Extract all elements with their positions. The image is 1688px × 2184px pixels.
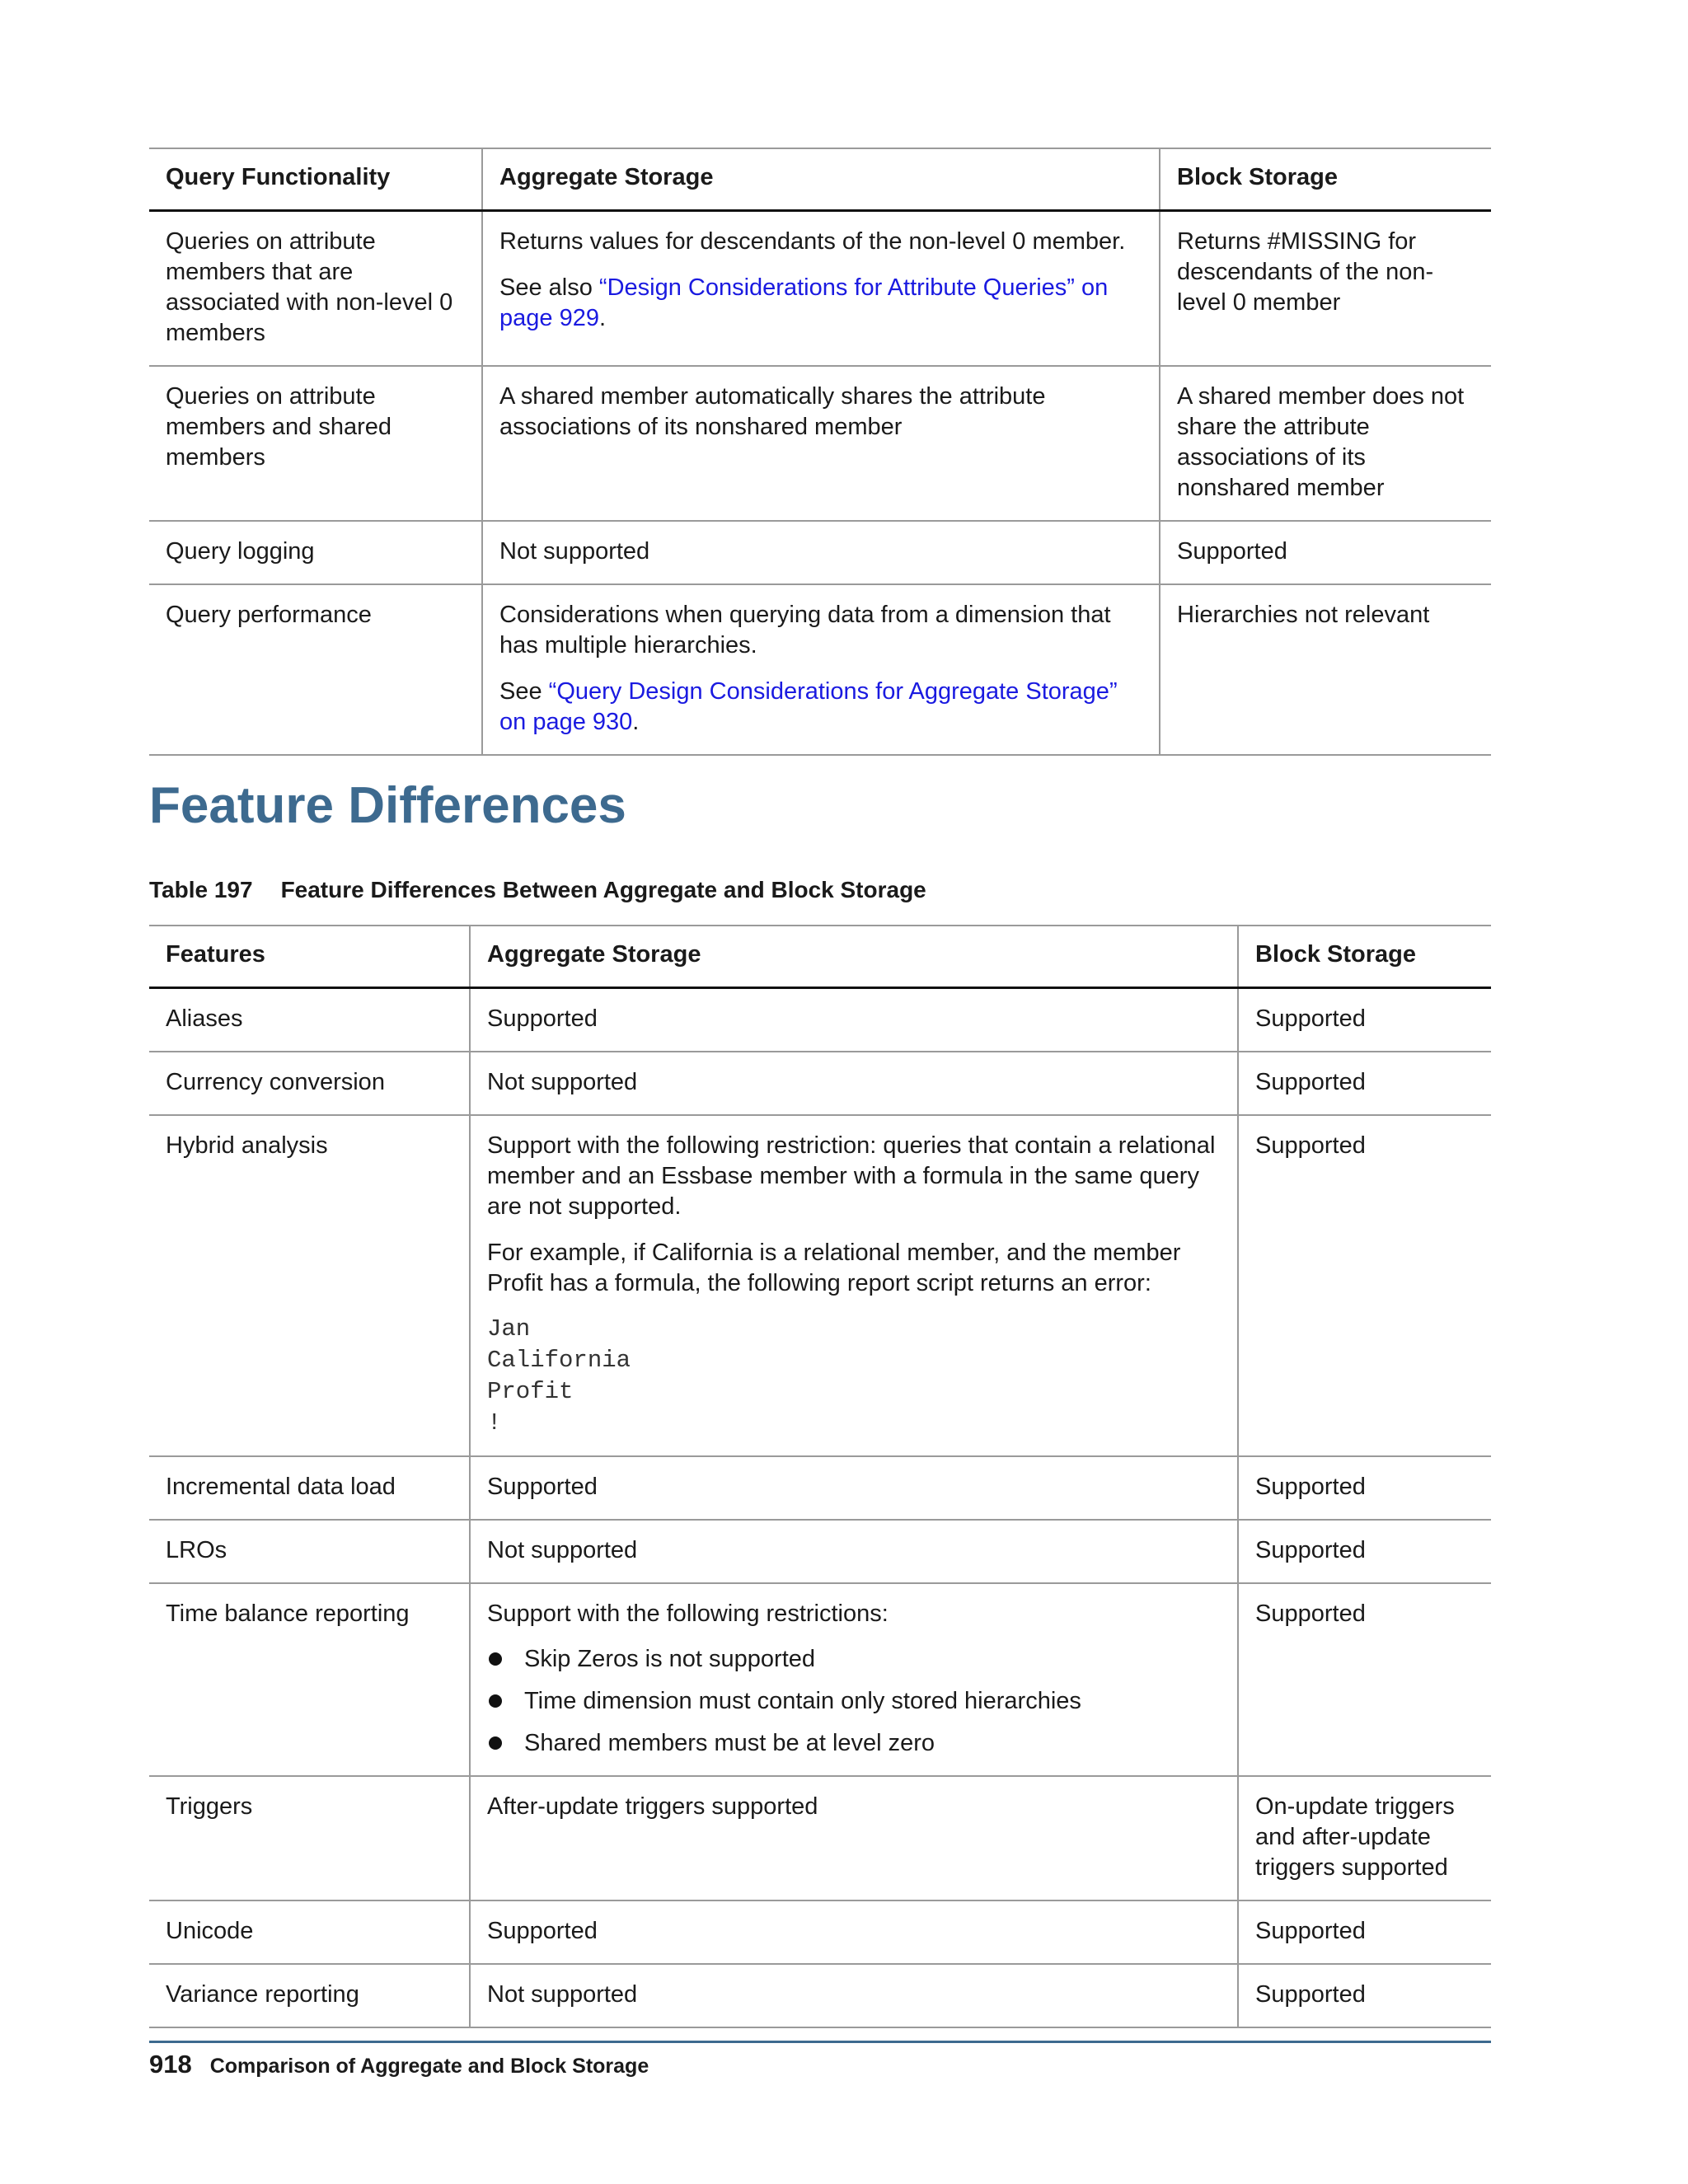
cell-text [499, 677, 1142, 738]
table-cell: Returns #MISSING for descendants of the non-level 0 member [1160, 211, 1491, 367]
cell-text: For example, if California is a relational member, and the member Profit has a formula, the following report script returns an error: [487, 1240, 1181, 1296]
cell-text: Considerations when querying data from a dimension that has multiple hierarchies. [499, 602, 1111, 658]
table-cell: Currency conversion [149, 1052, 470, 1115]
table-cell: Supported [1238, 1456, 1491, 1520]
column-header: Query Functionality [149, 148, 482, 211]
column-header: Aggregate Storage [470, 926, 1238, 988]
table-cell: A shared member automatically shares the attribute associations of its nonshared member [482, 366, 1160, 521]
table-cell: Supported [1238, 1900, 1491, 1964]
table-cell: Not supported [470, 1964, 1238, 2027]
table-row [149, 1456, 1491, 1520]
table-cell: Variance reporting [149, 1964, 470, 2027]
cross-reference-link[interactable]: “Design Considerations for Attribute Queries” on page 929 [499, 274, 1109, 331]
table-cell: Hierarchies not relevant [1160, 584, 1491, 755]
table-cell: Queries on attribute members and shared members [149, 366, 482, 521]
document-page [149, 148, 1491, 2079]
table-cell: After-update triggers supported [470, 1776, 1238, 1900]
table-cell: Hybrid analysis [149, 1115, 470, 1456]
table-cell [482, 211, 1160, 367]
table-number: Table 197 [149, 877, 253, 902]
table-cell: Supported [1238, 1520, 1491, 1583]
table-row [149, 521, 1491, 584]
table-cell: Supported [1238, 1964, 1491, 2027]
table-cell: Query performance [149, 584, 482, 755]
cell-text [499, 273, 1142, 334]
table-cell: A shared member does not share the attribute associations of its nonshared member [1160, 366, 1491, 521]
column-header: Aggregate Storage [482, 148, 1160, 211]
table-row [149, 584, 1491, 755]
table-row [149, 1900, 1491, 1964]
table-cell: LROs [149, 1520, 470, 1583]
table-header-row [149, 148, 1491, 211]
cell-text: Support with the following restrictions: [487, 1601, 889, 1627]
table-row [149, 366, 1491, 521]
see-also-text: See also [499, 274, 599, 301]
feature-differences-table [149, 925, 1491, 2028]
table-row [149, 1583, 1491, 1776]
table-cell: Supported [1238, 1115, 1491, 1456]
table-cell: Supported [1238, 1052, 1491, 1115]
table-row [149, 211, 1491, 367]
table-cell [470, 1583, 1238, 1776]
report-script-code [487, 1314, 1221, 1439]
cross-reference-link[interactable]: “Query Design Considerations for Aggregate Storage” on page 930 [499, 678, 1118, 735]
table-row [149, 1776, 1491, 1900]
column-header: Block Storage [1160, 148, 1491, 211]
column-header: Block Storage [1238, 926, 1491, 988]
table-cell [470, 1115, 1238, 1456]
table-row [149, 988, 1491, 1052]
table-cell: Supported [1160, 521, 1491, 584]
table-cell: Supported [470, 988, 1238, 1052]
table-cell: Supported [470, 1456, 1238, 1520]
table-cell: Supported [470, 1900, 1238, 1964]
code-line: Profit [487, 1378, 574, 1405]
cell-text: Support with the following restriction: queries that contain a relational member and an Essbase member with a formula in the same query are not supported. [487, 1132, 1216, 1220]
table-header-row [149, 926, 1491, 988]
table-cell: Incremental data load [149, 1456, 470, 1520]
table-cell: Supported [1238, 988, 1491, 1052]
code-line: California [487, 1347, 631, 1374]
table-row [149, 1115, 1491, 1456]
cell-text: Returns values for descendants of the non-level 0 member. [499, 228, 1126, 255]
page-footer [149, 2041, 1491, 2079]
table-caption [149, 875, 926, 905]
table-cell: Unicode [149, 1900, 470, 1964]
table-row [149, 1052, 1491, 1115]
table-cell: Triggers [149, 1776, 470, 1900]
restrictions-list [487, 1644, 1221, 1759]
table-row [149, 1964, 1491, 2027]
table-cell: On-update triggers and after-update triggers supported [1238, 1776, 1491, 1900]
footer-title: Comparison of Aggregate and Block Storage [209, 2055, 649, 2078]
column-header: Features [149, 926, 470, 988]
query-functionality-table [149, 148, 1491, 756]
punctuation: . [632, 709, 640, 735]
list-item: Time dimension must contain only stored hierarchies [487, 1686, 1221, 1717]
table-cell: Supported [1238, 1583, 1491, 1776]
code-line: ! [487, 1409, 502, 1436]
list-item: Skip Zeros is not supported [487, 1644, 1221, 1675]
table-cell [482, 584, 1160, 755]
list-item: Shared members must be at level zero [487, 1728, 1221, 1759]
table-cell: Queries on attribute members that are associated with non-level 0 members [149, 211, 482, 367]
table-cell: Not supported [470, 1520, 1238, 1583]
table-row [149, 1520, 1491, 1583]
page-number: 918 [149, 2050, 192, 2079]
table-cell: Not supported [482, 521, 1160, 584]
punctuation: . [598, 305, 607, 331]
section-heading: Feature Differences [149, 777, 626, 834]
table-cell: Aliases [149, 988, 470, 1052]
table-cell: Time balance reporting [149, 1583, 470, 1776]
see-text: See [499, 678, 549, 705]
code-line: Jan [487, 1315, 531, 1343]
table-cell: Query logging [149, 521, 482, 584]
table-title: Feature Differences Between Aggregate and Block Storage [280, 877, 926, 902]
table-cell: Not supported [470, 1052, 1238, 1115]
